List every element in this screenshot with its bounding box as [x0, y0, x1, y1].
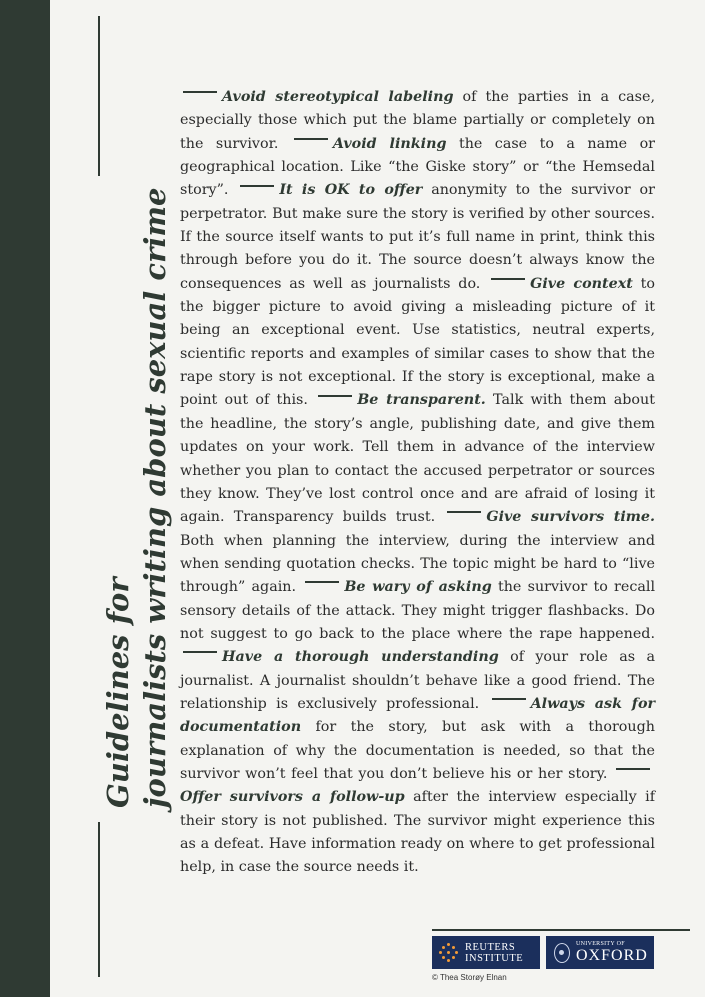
guideline-text: of the parties in a case, especially those which put the blame partially or completely on the survivor. [180, 89, 655, 152]
guideline-heading: Be wary of asking [344, 579, 492, 596]
reuters-line-1: REUTERS [465, 941, 516, 953]
reuters-dots-icon [439, 943, 459, 963]
separator-dash [492, 698, 526, 700]
oxford-line-2: OXFORD [576, 947, 648, 964]
separator-dash [318, 395, 352, 397]
guidelines-paragraph [180, 86, 655, 880]
separator-dash [305, 581, 339, 583]
side-band [0, 0, 50, 997]
guideline-text: the survivor to recall sensory details of the attack. They might trigger flashbacks. Do not suggest to go back to the place where the rape happened. [180, 579, 656, 642]
oxford-logo [546, 936, 654, 969]
separator-dash [183, 91, 217, 93]
separator-dash [447, 511, 481, 513]
guideline-text: the case to a name or geographical location. Like “the Giske story” or “the Hemsedal story”. [180, 135, 656, 199]
title-line-1: Guidelines for [101, 577, 135, 808]
guideline-heading: Avoid stereotypical labeling [222, 89, 454, 105]
guideline-heading: Have a thorough understanding [222, 649, 499, 666]
guidelines-body [180, 86, 655, 880]
separator-dash [294, 138, 328, 140]
vertical-rule-bottom [98, 822, 100, 977]
guideline-text: Both when planning the interview, during the interview and when sending quotation checks. The topic might be hard to “live through” again. [180, 532, 655, 596]
guideline-text: of your role as a journalist. A journalist shouldn’t behave like a good friend. The relationship is exclusively professional. [180, 649, 655, 712]
guideline-heading: Offer survivors a follow-up [180, 789, 405, 806]
oxford-crest-icon [554, 943, 570, 963]
guideline-heading: Give survivors time. [486, 509, 655, 526]
guideline-text: for the story, but ask with a thorough explanation of why the documentation is needed, so that the survivor won’t feel that you don’t believe his or her story. [180, 719, 655, 782]
photo-credit: © Thea Storøy Elnan [432, 973, 507, 982]
separator-dash [183, 651, 217, 653]
separator-dash [240, 185, 274, 187]
guideline-text: anonymity to the survivor or perpetrator. But make sure the story is verified by other sources. If the source itself wants to put it’s full name in print, think this through before you do it. The source doesn’t always know the consequences as well as journalists do. [180, 182, 655, 292]
footer-rule [432, 929, 690, 931]
title-line-2: journalists writing about sexual crime [138, 187, 172, 808]
guideline-heading: Avoid linking [332, 135, 447, 152]
guideline-text: after the interview especially if their story is not published. The survivor might experience this as a defeat. Have information ready on where to get professional help, in case the source needs it. [180, 789, 655, 876]
guideline-heading: Be transparent. [357, 392, 486, 409]
guideline-heading: Always ask for documentation [180, 695, 656, 736]
guideline-text: Talk with them about the headline, the story’s angle, publishing date, and give them updates on your work. Tell them in advance of the interview whether you plan to contact the accused perpetrator or sources they know. They’ve lost control once and are afraid of losing it again. Transparency builds trust. [180, 392, 655, 526]
guideline-heading: It is OK to offer [279, 182, 423, 199]
page-title [100, 168, 174, 808]
separator-dash [491, 278, 525, 280]
vertical-rule-top [98, 16, 100, 176]
guideline-heading: Give context [530, 275, 633, 292]
guideline-text: to the bigger picture to avoid giving a misleading picture of it being an exceptional event. Use statistics, neutral experts, scientific reports and examples of similar cases to show that the rape story is not exceptional. If the story is exceptional, make a point out of this. [180, 275, 655, 409]
oxford-line-1: UNIVERSITY OF [576, 941, 625, 947]
separator-dash [616, 768, 650, 770]
reuters-institute-logo [432, 936, 540, 969]
reuters-line-2: INSTITUTE [465, 952, 524, 964]
